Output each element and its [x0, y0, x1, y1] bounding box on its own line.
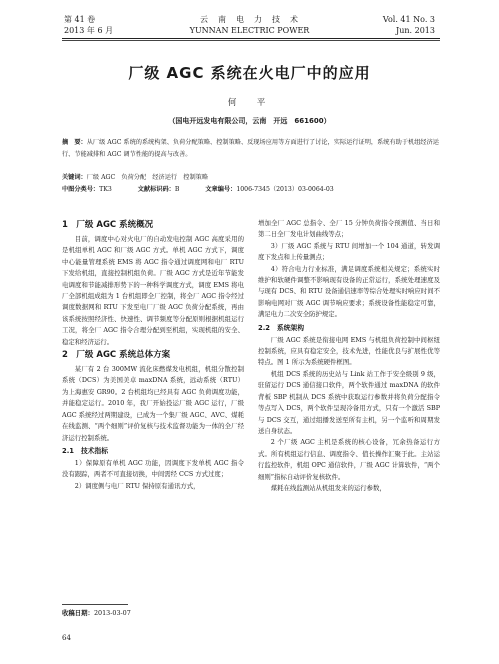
right-column	[258, 218, 440, 494]
header-rule-thin	[62, 40, 440, 41]
article-author: 何 平	[227, 98, 272, 108]
volume-label: 第 41 卷	[64, 15, 96, 24]
classification-row	[62, 184, 440, 195]
journal-header-right	[383, 14, 435, 36]
received-date-note	[62, 608, 131, 617]
issue-month-year: Jun. 2013	[396, 26, 435, 35]
section-1-paragraph: 目前，调度中心对火电厂的自动发电控制 AGC 高度采用的是机组单机 AGC 和厂级 AGC 方式。单机 AGC 方式下，调度中心能量管理系统 EMS 将 AGC 指令通过调度网和电厂 RTU 下发给机组，直接控制机组负荷。厂级 AGC 方式是近年节能发电调度和节能减排形势下的一种科学调度方式，调度 EMS 将电厂全部机组成组为 1 台机组即全厂控制，将全厂 AGC 指令经过调度数据网和 RTU 下发至电厂厂级 AGC 负荷分配系统，再由该系统按照经济性、快速性、调节频度等分配原则根据机组运行工况，将全厂 AGC 指令合理分配到至机组，实现机组的安全、稳定和经济运行。	[62, 235, 244, 346]
architecture-paragraph-4: 煤耗在线监测站从机组发来的运行参数，	[270, 483, 386, 492]
received-date: 2013-03-07	[93, 609, 131, 617]
abstract-label: 摘 要：	[62, 139, 87, 146]
keywords-label: 关键词：	[62, 174, 87, 181]
architecture-paragraph-3: 2 个厂级 AGC 主机是系统的核心设备，冗余热备运行方式。所有机组运行信息、调度指令、值长操作汇聚于此。主站运行监控软件，机组 OPC 通信软件，厂级 AGC 计算软件，“两个细则”指标自动评价复核软件。	[258, 438, 440, 481]
section-2-2-heading: 2.2 系统架构	[258, 323, 305, 332]
abstract-text: 从厂级 AGC 系统的系统构架、负荷分配策略、控制策略、反现场应用等方面进行了讨论，实际运行证明，系统有助于机组经济运行、节能减排和 AGC 调节性能的提高与改善。	[62, 139, 439, 158]
section-1-heading: 1 厂级 AGC 系统概况	[62, 220, 154, 230]
header-rule	[62, 38, 440, 39]
clc-value: TK3	[99, 186, 112, 193]
article-no-value: 1006-7345（2013）03-0064-03	[236, 186, 334, 193]
section-2-paragraph: 某厂有 2 台 300MW 流化床燃煤发电机组，机组分散控制系统（DCS）为美国美卓 maxDNA 系统，远动系统（RTU）为上海惠安 GR90。2 台机组均已经具有 AGC 负荷调度功能，并能稳定运行。2010 年，我厂开始投运厂级 AGC 运行，厂级 AGC 系统经过两期建设，已成为一个集厂级 AGC、AVC、煤耗在线监测、“两个细则”评价复核与技术监督功能为一体的全厂经济运行控制系统。	[62, 365, 244, 442]
spec-item-1: 1）保障原有单机 AGC 功能，因调度下发单机 AGC 指令没有跟踪，两者不可直接切换，中间需经 CCS 方式过度；	[62, 458, 244, 479]
journal-name-en: YUNNAN ELECTRIC POWER	[189, 26, 310, 35]
received-label: 收稿日期：	[62, 609, 94, 617]
article-title: 厂级 AGC 系统在火电厂中的应用	[128, 64, 371, 82]
abstract	[62, 137, 440, 160]
page-number: 64	[62, 634, 71, 642]
section-2-1-heading: 2.1 技术指标	[62, 446, 109, 455]
architecture-paragraph-1: 厂级 AGC 系统是衔接电网 EMS 与机组负荷控制中间枢纽控制系统，应具有稳定安全，技术先进，性能优良与扩展性优等特点。图 1 所示为系统硬件框图。	[258, 335, 440, 367]
journal-name-cn: 云 南 电 力 技 术	[200, 15, 299, 24]
architecture-paragraph-2: 机组 DCS 系统的历史站与 Link 站工作于安全级别 9 级，驻留运行 DCS 通信接口软件，两个软件通过 maxDNA 的软件背板 SBP 机制从 DCS 系统中获取运行参数并将负荷分配指令等点写入 DCS，两个软件呈现冷备用方式，只有一个激活 SBP 与 DCS 交互，通过组播发送至所有主机，另一个监听和周期发送自身状态。	[258, 369, 440, 435]
spec-item-4: 4）符合电力行业标准，满足调度系统相关规定；系统实时维护和软硬件调整不影响现有设备的正常运行，系统处理速度及与现有 DCS、和 RTU 设备通信速率等综合处理实时响应时间不影响电网对厂级 AGC 调节响应要求；系统设备性能稳定可靠，满足电力二次安全防护规定。	[258, 264, 440, 319]
doc-code-value: B	[174, 186, 180, 193]
author-affiliation: （国电开远发电有限公司，云南 开远 661600）	[168, 117, 331, 125]
left-column	[62, 218, 244, 492]
keywords-text: 厂级 AGC 负荷分配 经济运行 控制策略	[86, 174, 209, 181]
spec-item-3: 3）厂级 AGC 系统与 RTU 间增加一个 104 通道，转发调度下发点和上传量测点；	[258, 241, 440, 262]
doc-code-label: 文献标识码：	[137, 186, 175, 193]
footnote-rule	[62, 604, 128, 605]
volume-number: Vol. 41 No. 3	[382, 15, 435, 24]
section-2-heading: 2 厂级 AGC 系统总体方案	[62, 350, 171, 361]
spec-item-2: 2）调度侧与电厂 RTU 保持原有通讯方式，	[74, 481, 200, 490]
spec-item-2-continued: 增加全厂 AGC 总指令、全厂 15 分钟负荷指令预测值、当日和第二日全厂发电计划曲线等点；	[258, 219, 440, 239]
article-no-label: 文章编号：	[205, 186, 237, 193]
clc-label: 中图分类号：	[62, 186, 100, 193]
keywords-row	[62, 172, 440, 183]
issue-date: 2013 年 6 月	[64, 26, 114, 35]
